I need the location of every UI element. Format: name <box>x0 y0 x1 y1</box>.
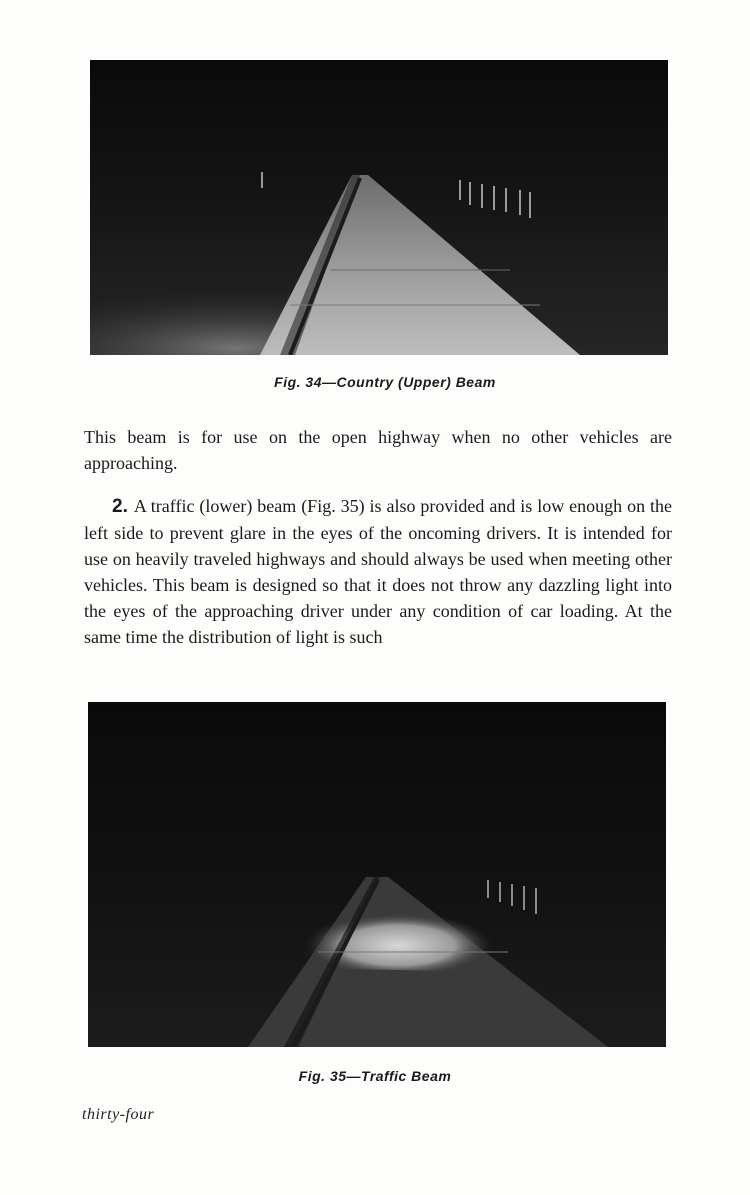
figure-35-caption: Fig. 35—Traffic Beam <box>298 1068 452 1084</box>
figure-34-photo <box>90 60 668 355</box>
figure-34-caption: Fig. 34—Country (Upper) Beam <box>274 374 496 390</box>
item-number: 2. <box>112 496 128 517</box>
paragraph-traffic-beam-text: A traffic (lower) beam (Fig. 35) is also provided and is low enough on the left side to prevent glare in the eyes of the oncoming drivers. It is intended for use on heavily traveled highways and should always be used when meeting other vehicles. This beam is designed so that it does not throw any dazzling light into the eyes of the approaching driver under any condition of car loading. At the same time the distribution of light is such <box>84 496 672 647</box>
paragraph-upper-beam: This beam is for use on the open highway when no other vehicles are approaching. <box>84 427 672 473</box>
paragraph-traffic-beam <box>84 493 672 650</box>
figure-35-photo <box>88 702 666 1047</box>
page-number: thirty-four <box>82 1106 155 1123</box>
